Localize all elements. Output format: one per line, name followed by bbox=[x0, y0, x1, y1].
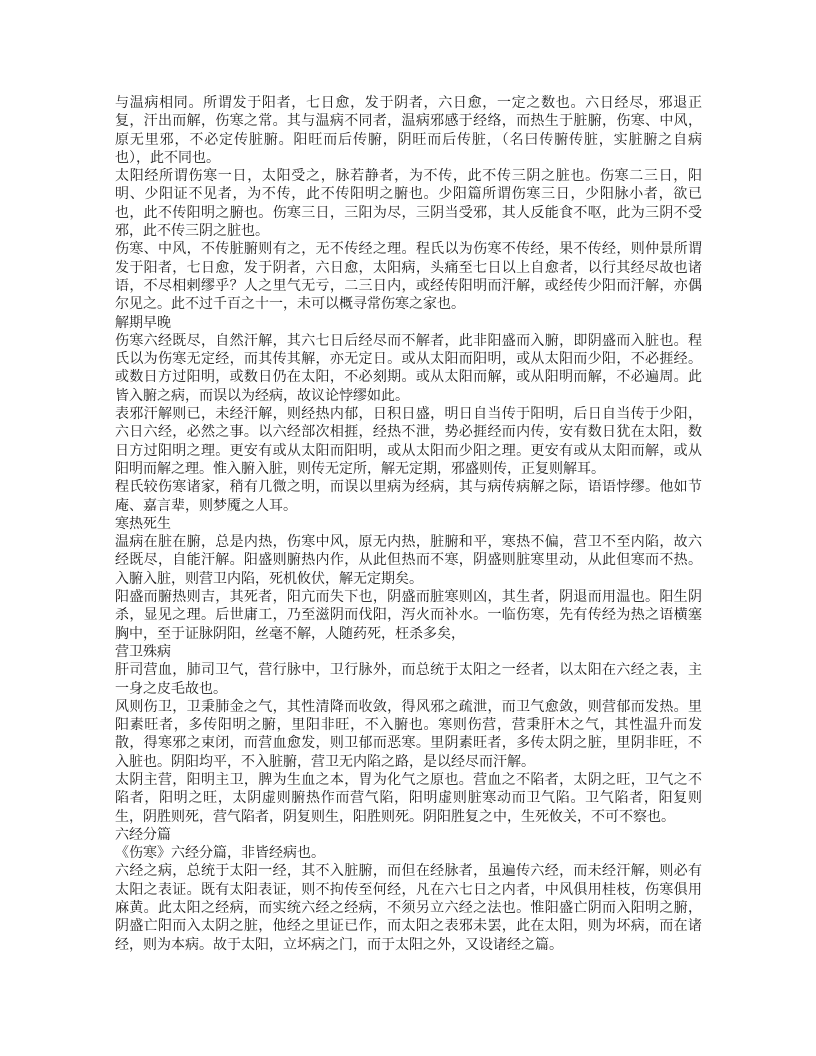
document-body bbox=[115, 95, 702, 955]
paragraph: 表邪汗解则已，未经汗解，则经热内郁，日积日盛，明日自当传于阳明，后日自当传于少阳，六日六经，必然之事。以六经部次相捱，经热不泄，势必捱经而内传，安有数日犹在太阳，数日方过阳明之理。更安有或从太阳而阳明，或从太阳而少阳之理。更安有或从太阳而解，或从阳明而解之理。惟入腑入脏，则传无定所，解无定期，邪盛则传，正复则解耳。 bbox=[115, 407, 702, 477]
paragraph: 风则伤卫，卫秉肺金之气，其性清降而收敛，得风邪之疏泄，而卫气愈敛，则营郁而发热。里阳素旺者，多传阳明之腑，里阳非旺，不入腑也。寒则伤营，营秉肝木之气，其性温升而发散，得寒邪之束闭，而营血愈发，则卫郁而恶寒。里阴素旺者，多传太阴之脏，里阴非旺，不入脏也。阴阳均平，不入脏腑，营卫无内陷之路，是以经尽而汗解。 bbox=[115, 699, 702, 770]
paragraph: 《伤寒》六经分篇，非皆经病也。 bbox=[115, 846, 325, 862]
paragraph: 六经之病，总统于太阳一经，其不入脏腑，而但在经脉者，虽遍传六经，而未经汗解，则必有太阳之表证。既有太阳表证，则不拘传至何经，凡在六七日之内者，中风俱用桂枝，伤寒俱用麻黄。此太阳之经病，而实统六经之经病，不须另立六经之法也。惟阳盛亡阴而入阳明之腑，阴盛亡阳而入太阴之脏，他经之里证已作，而太阳之表邪未罢，此在太阳，则为坏病，而在诸经，则为本病。故于太阳，立坏病之门，而于太阳之外，又设诸经之篇。 bbox=[115, 864, 702, 953]
paragraph: 与温病相同。所谓发于阳者，七日愈，发于阴者，六日愈，一定之数也。六日经尽，邪退正复，汗出而解，伤寒之常。其与温病不同者，温病邪感于经络，而热生于脏腑，伤寒、中风，原无里邪，不必定传脏腑。阳旺而后传腑，阴旺而后传脏，（名曰传腑传脏，实脏腑之自病也），此不同也。 bbox=[115, 96, 702, 166]
paragraph: 肝司营血，肺司卫气，营行脉中，卫行脉外，而总统于太阳之一经者，以太阳在六经之表，主一身之皮毛故也。 bbox=[115, 663, 702, 697]
section-heading: 寒热死生 bbox=[115, 516, 171, 532]
paragraph: 太阳经所谓伤寒一日，太阳受之，脉若静者，为不传，此不传三阴之脏也。伤寒二三日，阳明、少阳证不见者，为不传，此不传阳明之腑也。少阳篇所谓伤寒三日，少阳脉小者，欲已也，此不传阳明之腑也。伤寒三日，三阳为尽，三阴当受邪，其人反能食不呕，此为三阴不受邪，此不传三阴之脏也。 bbox=[115, 169, 702, 240]
paragraph: 温病在脏在腑，总是内热，伤寒中风，原无内热，脏腑和平，寒热不偏，营卫不至内陷，故六经既尽，自能汗解。阳盛则腑热内作，从此但热而不寒，阴盛则脏寒里动，从此但寒而不热。入腑入脏，则营卫内陷，死机攸伏，解无定期矣。 bbox=[115, 535, 702, 587]
section-heading: 六经分篇 bbox=[115, 827, 171, 843]
paragraph: 伤寒、中风，不传脏腑则有之，无不传经之理。程氏以为伤寒不传经，果不传经，则仲景所谓发于阳者，七日愈，发于阴者，六日愈，太阳病，头痛至七日以上自愈者，以行其经尽故也诸语，不尽相剌缪乎？人之里气无亏，二三日内，或经传阳明而汗解，或经传少阳而汗解，亦偶尔见之。此不过千百之十一，未可以概寻常伤寒之家也。 bbox=[115, 242, 702, 313]
paragraph: 伤寒六经既尽，自然汗解，其六七日后经尽而不解者，此非阳盛而入腑，即阴盛而入脏也。程氏以为伤寒无定经，而其传其解，亦无定日。或从太阳而阳明，或从太阳而少阳，不必捱经。或数日方过阳明，或数日仍在太阳，不必刻期。或从太阳而解，或从阳明而解，不必遍周。此皆入腑之病，而误以为经病，故议论悖缪如此。 bbox=[115, 333, 702, 404]
paragraph: 阳盛而腑热则吉，其死者，阳亢而失下也，阴盛而脏寒则凶，其生者，阴退而用温也。阳生阴杀，显见之理。后世庸工，乃至滋阴而伐阳，泻火而补水。一临伤寒，先有传经为热之语横塞胸中，至于证脉阴阳，丝毫不解，人随药死，枉杀多矣， bbox=[115, 590, 702, 642]
paragraph: 程氏较伤寒诸家，稍有几微之明，而误以里病为经病，其与病传病解之际，语语悖缪。他如节庵、嘉言辈，则梦魇之人耳。 bbox=[115, 480, 702, 514]
section-heading: 营卫殊病 bbox=[115, 644, 171, 660]
paragraph: 太阴主营，阳明主卫，脾为生血之本，胃为化气之原也。营血之不陷者，太阴之旺，卫气之不陷者，阳明之旺，太阴虚则腑热作而营气陷，阳明虚则脏寒动而卫气陷。卫气陷者，阳复则生，阴胜则死，营气陷者，阴复则生，阳胜则死。阴阳胜复之中，生死攸关，不可不察也。 bbox=[115, 772, 702, 825]
section-heading: 解期早晚 bbox=[115, 315, 171, 331]
